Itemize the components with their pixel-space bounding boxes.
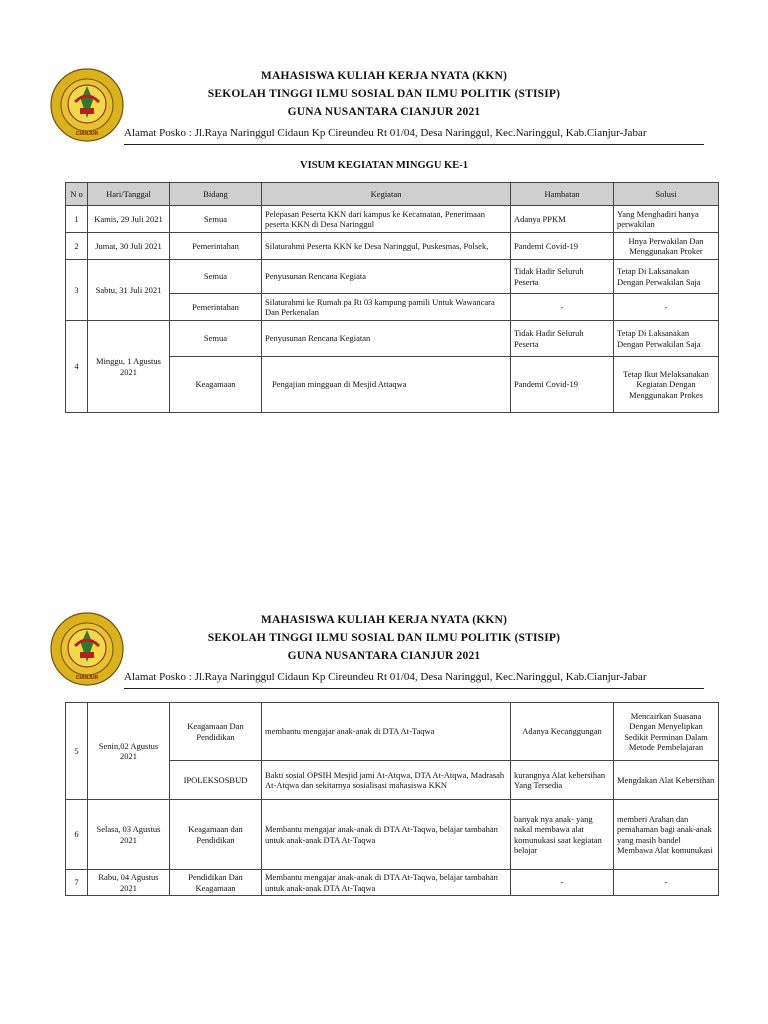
table-header-row — [66, 183, 719, 206]
col-header-bidang: Bidang — [170, 183, 262, 206]
row-bidang: Semua — [170, 206, 262, 233]
row-hambatan: - — [511, 294, 614, 321]
row-solusi: Tetap Di Laksanakan Dengan Perwakilan Saja — [614, 260, 719, 294]
row-no: 4 — [66, 321, 88, 413]
row-hambatan: kurangnya Alat kebersihan Yang Tersedia — [511, 761, 614, 800]
row-solusi: - — [614, 870, 719, 896]
col-header-no: N o — [66, 183, 88, 206]
row-date: Senin,02 Agustus 2021 — [88, 703, 170, 800]
table-row — [66, 233, 719, 260]
row-bidang: Pemerintahan — [170, 294, 262, 321]
page-2-header — [50, 612, 718, 702]
row-solusi: Mengdakan Alat Kebersihan — [614, 761, 719, 800]
row-bidang: IPOLEKSOSBUD — [170, 761, 262, 800]
row-kegiatan: Silaturahmi ke Rumah pa Rt 03 kampung pamili Untuk Wawancara Dan Perkenalan — [262, 294, 511, 321]
row-solusi: - — [614, 294, 719, 321]
row-hambatan: Pandemi Covid-19 — [511, 233, 614, 260]
table-row — [66, 800, 719, 870]
header-address: Alamat Posko : Jl.Raya Naringgul Cidaun Kp Cireundeu Rt 01/04, Desa Naringgul, Kec.Naringgul, Kab.Cianjur-Jabar — [124, 127, 647, 139]
row-kegiatan: membantu mengajar anak-anak di DTA At-Taqwa — [262, 703, 511, 761]
header-line-3: GUNA NUSANTARA CIANJUR 2021 — [287, 650, 481, 662]
row-date: Rabu, 04 Agustus 2021 — [88, 870, 170, 896]
row-solusi: Mencairkan Suasana Dengan Menyelipkan Sedikit Perminan Dalam Metode Pembelajaran — [614, 703, 719, 761]
row-no: 7 — [66, 870, 88, 896]
row-kegiatan: Membantu mengajar anak-anak di DTA At-Taqwa, belajar tambahan untuk anak-anak DTA At-Taqwa — [262, 800, 511, 870]
header-line-1: MAHASISWA KULIAH KERJA NYATA (KKN) — [260, 614, 508, 626]
header-line-1: MAHASISWA KULIAH KERJA NYATA (KKN) — [260, 70, 508, 82]
activity-table-week-1 — [65, 182, 719, 413]
row-solusi: Hnya Perwakilan Dan Menggunakan Proker — [614, 233, 719, 260]
row-solusi: Tetap Di Laksanakan Dengan Perwakilan Saja — [614, 321, 719, 357]
col-header-solusi: Solusi — [614, 183, 719, 206]
row-solusi: Tetap Ikut Melaksanakan Kegiatan Dengan Menggunakan Prokes — [614, 357, 719, 413]
row-solusi: memberi Arahan dan pemahaman bagi anak-anak yang masih bandel Membawa Alat komunukasi — [614, 800, 719, 870]
page-1-header — [50, 68, 718, 158]
row-kegiatan: Membantu mengajar anak-anak di DTA At-Taqwa, belajar tambahan untuk anak-anak DTA At-Taqwa — [262, 870, 511, 896]
header-line-2: SEKOLAH TINGGI ILMU SOSIAL DAN ILMU POLITIK (STISIP) — [207, 88, 561, 100]
table-row — [66, 260, 719, 294]
row-bidang: Pemerintahan — [170, 233, 262, 260]
row-bidang: Semua — [170, 260, 262, 294]
col-header-kegiatan: Kegiatan — [262, 183, 511, 206]
header-line-3: GUNA NUSANTARA CIANJUR 2021 — [287, 106, 481, 118]
row-hambatan: Pandemi Covid-19 — [511, 357, 614, 413]
row-hambatan: Adanya Kecanggungan — [511, 703, 614, 761]
col-header-date: Hari/Tanggal — [88, 183, 170, 206]
row-kegiatan: Penyusunan Rencana Kegiatan — [262, 321, 511, 357]
row-kegiatan: Penyusunan Rencana Kegiata — [262, 260, 511, 294]
visum-title: VISUM KEGIATAN MINGGU KE-1 — [300, 160, 468, 171]
row-no: 5 — [66, 703, 88, 800]
header-address: Alamat Posko : Jl.Raya Naringgul Cidaun Kp Cireundeu Rt 01/04, Desa Naringgul, Kec.Naringgul, Kab.Cianjur-Jabar — [124, 671, 647, 683]
row-kegiatan: Bakti sosial OPSIH Mesjid jami At-Atqwa, DTA At-Atqwa, Madrasah At-Atqwa dan sekitarnya sosialisasi mahasiswa KKN — [262, 761, 511, 800]
row-solusi: Yang Menghadiri hanya perwakilan — [614, 206, 719, 233]
row-hambatan: Adanya PPKM — [511, 206, 614, 233]
row-hambatan: - — [511, 870, 614, 896]
row-no: 2 — [66, 233, 88, 260]
row-hambatan: Tidak Hadir Seluruh Peserta — [511, 260, 614, 294]
row-bidang: Pendidikan Dan Keagamaan — [170, 870, 262, 896]
activity-table-week-2 — [65, 702, 719, 896]
header-divider — [124, 688, 704, 689]
row-bidang: Semua — [170, 321, 262, 357]
row-hambatan: banyak nya anak- yang nakal membawa alat komunukasi saat kegiatan belajar — [511, 800, 614, 870]
row-date: Jumat, 30 Juli 2021 — [88, 233, 170, 260]
row-date: Sabtu, 31 Juli 2021 — [88, 260, 170, 321]
header-divider — [124, 144, 704, 145]
row-no: 3 — [66, 260, 88, 321]
table-row — [66, 321, 719, 357]
logo-bottom-text: CIANJUR — [75, 675, 99, 681]
table-row — [66, 703, 719, 761]
row-date: Selasa, 03 Agustus 2021 — [88, 800, 170, 870]
header-line-2: SEKOLAH TINGGI ILMU SOSIAL DAN ILMU POLITIK (STISIP) — [207, 632, 561, 644]
row-kegiatan: Pelepasan Peserta KKN dari kampus ke Kecamatan, Penerimaan peserta KKN di Desa Naringgul — [262, 206, 511, 233]
logo-bottom-text: CIANJUR — [75, 131, 99, 137]
row-no: 1 — [66, 206, 88, 233]
row-hambatan: Tidak Hadir Seluruh Peserta — [511, 321, 614, 357]
row-bidang: Keagamaan — [170, 357, 262, 413]
row-no: 6 — [66, 800, 88, 870]
table-row — [66, 870, 719, 896]
row-date: Kamis, 29 Juli 2021 — [88, 206, 170, 233]
row-kegiatan: Silaturahmi Peserta KKN ke Desa Naringgul, Puskesmas, Polsek, — [262, 233, 511, 260]
row-bidang: Keagamaan Dan Pendidikan — [170, 703, 262, 761]
col-header-hambatan: Hambatan — [511, 183, 614, 206]
row-bidang: Keagamaan dan Pendidikan — [170, 800, 262, 870]
table-row — [66, 206, 719, 233]
row-date: Minggu, 1 Agustus 2021 — [88, 321, 170, 413]
row-kegiatan: Pengajian mingguan di Mesjid Attaqwa — [262, 357, 511, 413]
